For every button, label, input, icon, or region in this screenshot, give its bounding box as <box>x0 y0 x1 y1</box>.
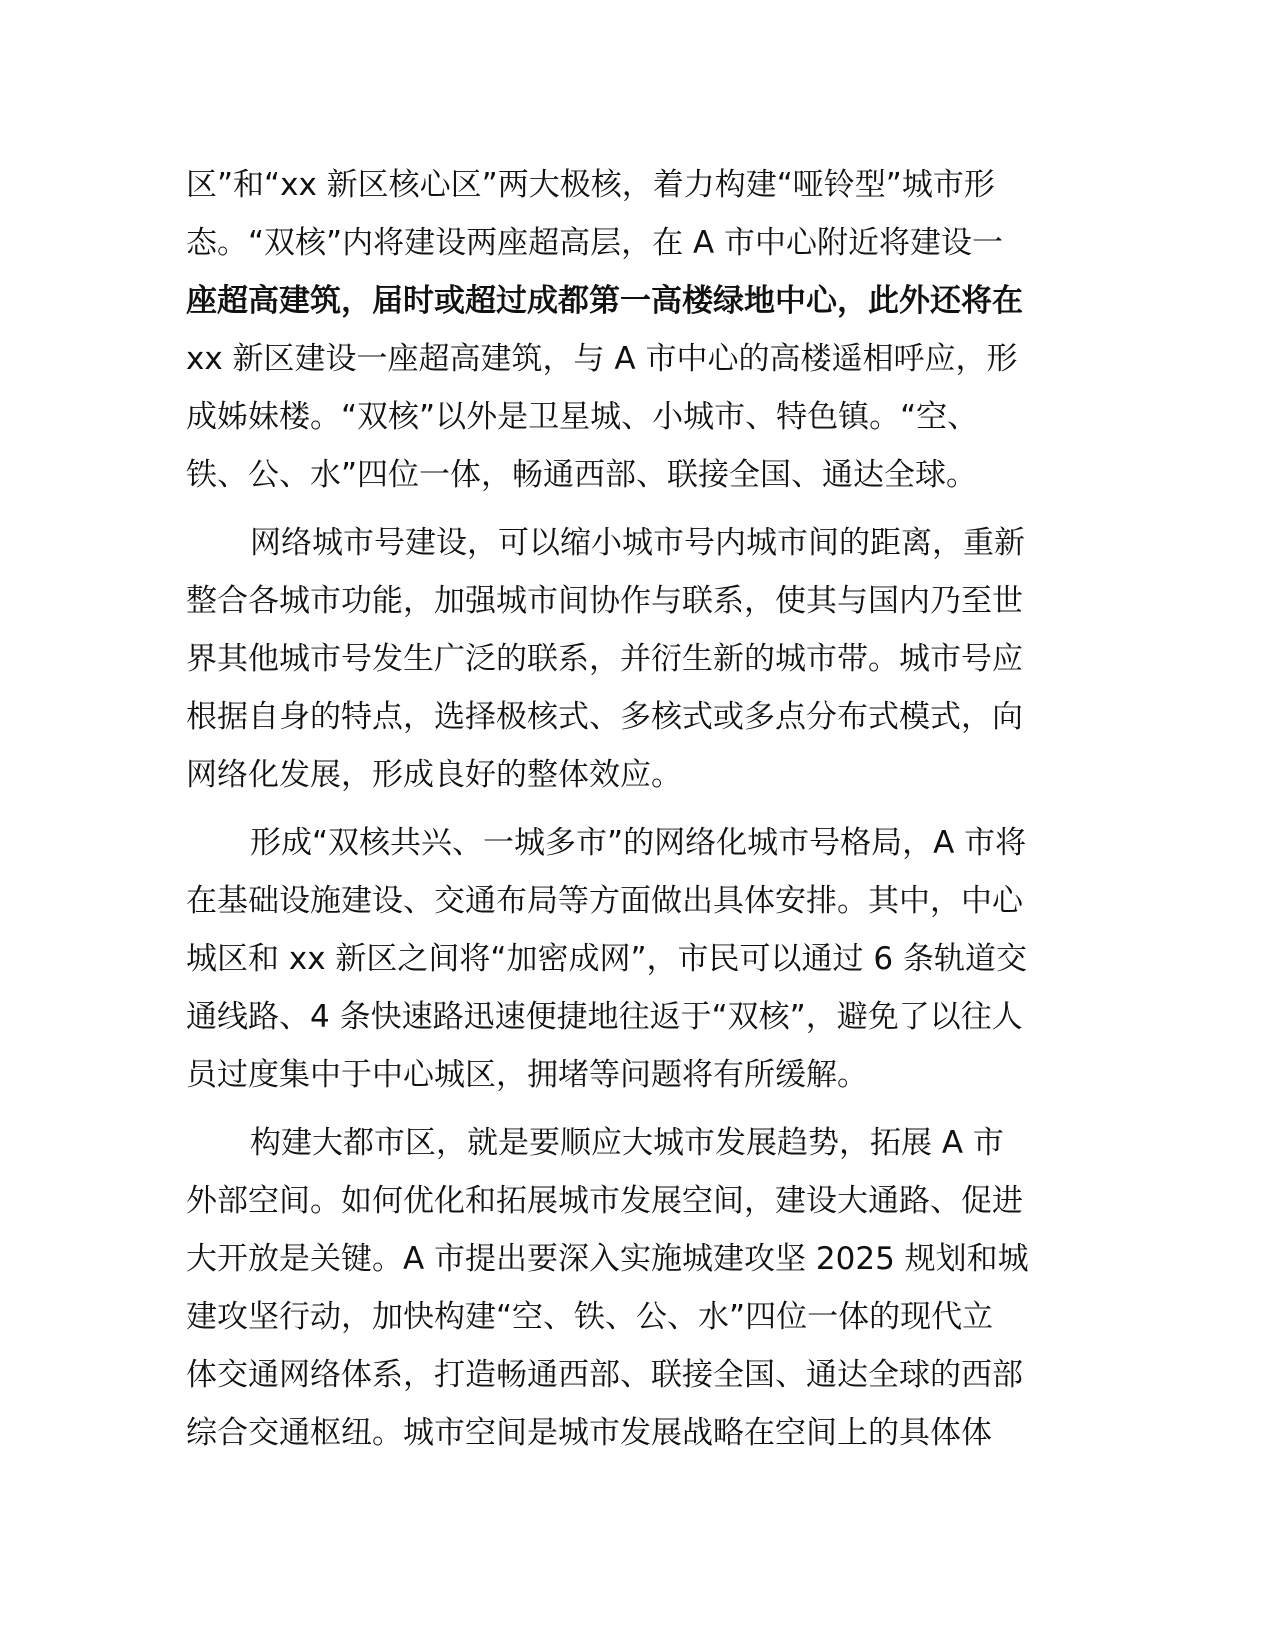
body-text <box>186 156 1086 1462</box>
text-line: 城区和 xx 新区之间将“加密成网”，市民可以通过 6 条轨道交 <box>186 941 1027 977</box>
paragraph-2 <box>186 514 1086 804</box>
text-line: 铁、公、水”四位一体，畅通西部、联接全国、通达全球。 <box>186 457 978 493</box>
text-line: 员过度集中于中心城区，拥堵等问题将有所缓解。 <box>186 1057 868 1093</box>
text-line: 根据自身的特点，选择极核式、多核式或多点分布式模式，向 <box>186 699 1023 735</box>
text-line: 综合交通枢纽。城市空间是城市发展战略在空间上的具体体 <box>186 1415 992 1451</box>
paragraph-3 <box>186 814 1086 1104</box>
text-line: 体交通网络体系，打造畅通西部、联接全国、通达全球的西部 <box>186 1357 1023 1393</box>
text-line: 通线路、4 条快速路迅速便捷地往返于“双核”，避免了以往人 <box>186 999 1023 1035</box>
text-line: 外部空间。如何优化和拓展城市发展空间，建设大通路、促进 <box>186 1183 1023 1219</box>
text-line: 网络化发展，形成良好的整体效应。 <box>186 757 682 793</box>
paragraph-1 <box>186 156 1086 504</box>
text-line: 座超高建筑，届时或超过成都第一高楼绿地中心，此外还将在 <box>186 283 1023 319</box>
text-line: xx 新区建设一座超高建筑，与 A 市中心的高楼遥相呼应，形 <box>186 341 1018 377</box>
text-line: 网络城市号建设，可以缩小城市号内城市间的距离，重新 <box>250 525 1025 561</box>
paragraph-4 <box>186 1114 1086 1462</box>
text-line: 形成“双核共兴、一城多市”的网络化城市号格局，A 市将 <box>250 825 1027 861</box>
text-line: 整合各城市功能，加强城市间协作与联系，使其与国内乃至世 <box>186 583 1023 619</box>
text-line: 界其他城市号发生广泛的联系，并衍生新的城市带。城市号应 <box>186 641 1023 677</box>
text-line: 建攻坚行动，加快构建“空、铁、公、水”四位一体的现代立 <box>186 1299 994 1335</box>
text-line: 态。“双核”内将建设两座超高层，在 A 市中心附近将建设一 <box>186 225 1004 261</box>
text-line: 成姊妹楼。“双核”以外是卫星城、小城市、特色镇。“空、 <box>186 399 979 435</box>
text-line: 在基础设施建设、交通布局等方面做出具体安排。其中，中心 <box>186 883 1023 919</box>
text-line: 构建大都市区，就是要顺应大城市发展趋势，拓展 A 市 <box>250 1125 1004 1161</box>
text-line: 区”和“xx 新区核心区”两大极核，着力构建“哑铃型”城市形 <box>186 167 995 203</box>
text-line: 大开放是关键。A 市提出要深入实施城建攻坚 2025 规划和城 <box>186 1241 1029 1277</box>
